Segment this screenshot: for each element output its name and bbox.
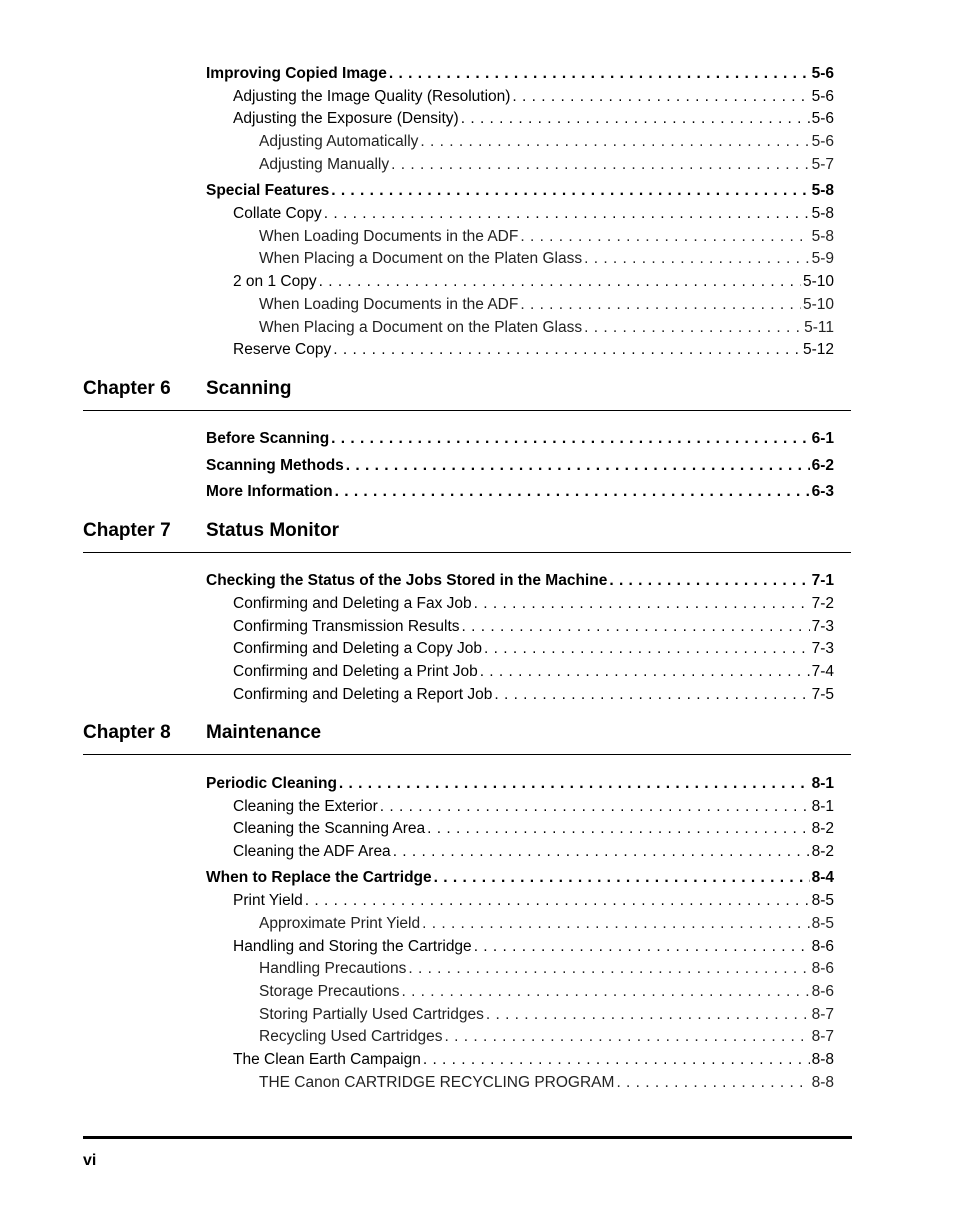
- toc-leader: [319, 274, 801, 290]
- toc-entry-title: Cleaning the ADF Area: [233, 843, 391, 860]
- toc-entry-page: 5-6: [811, 110, 834, 127]
- toc-entry[interactable]: [206, 776, 834, 792]
- toc-entry-page: 5-6: [811, 133, 834, 150]
- toc-leader: [480, 664, 810, 680]
- toc-entry-title: Print Yield: [233, 892, 303, 909]
- toc-entry-page: 5-6: [811, 88, 834, 105]
- toc-entry[interactable]: [233, 342, 834, 358]
- toc-entry-page: 8-6: [811, 938, 834, 955]
- toc-entry-title: Confirming and Deleting a Fax Job: [233, 595, 472, 612]
- toc-entry[interactable]: [259, 320, 834, 336]
- toc-entry-page: 8-5: [811, 915, 834, 932]
- toc-entry[interactable]: [259, 916, 834, 932]
- toc-leader: [423, 1052, 810, 1068]
- toc-leader: [324, 206, 810, 222]
- toc-entry-title: Confirming and Deleting a Report Job: [233, 686, 493, 703]
- toc-entry[interactable]: [233, 596, 834, 612]
- chapter-label: Chapter 8: [83, 722, 171, 743]
- toc-leader: [520, 297, 801, 313]
- toc-entry-page: 7-3: [811, 640, 834, 657]
- toc-entry[interactable]: [233, 687, 834, 703]
- toc-leader: [380, 799, 810, 815]
- toc-leader: [408, 961, 809, 977]
- toc-entry-page: 8-2: [811, 843, 834, 860]
- toc-entry-title: Collate Copy: [233, 205, 322, 222]
- toc-entry-page: 5-7: [811, 156, 834, 173]
- toc-entry[interactable]: [233, 844, 834, 860]
- toc-leader: [616, 1075, 809, 1091]
- toc-entry-title: Storing Partially Used Cartridges: [259, 1006, 484, 1023]
- toc-entry-page: 7-5: [811, 686, 834, 703]
- toc-leader: [427, 821, 809, 837]
- toc-entry-page: 5-8: [811, 182, 834, 199]
- toc-entry[interactable]: [233, 664, 834, 680]
- toc-entry-title: Approximate Print Yield: [259, 915, 421, 932]
- toc-entry-title: Storage Precautions: [259, 983, 400, 1000]
- toc-entry-title: When Loading Documents in the ADF: [259, 228, 519, 245]
- toc-entry-page: 8-4: [811, 869, 834, 886]
- toc-leader: [331, 183, 809, 199]
- toc-entry-title: 2 on 1 Copy: [233, 273, 317, 290]
- toc-entry-page: 8-5: [811, 892, 834, 909]
- toc-leader: [462, 619, 810, 635]
- toc-entry-title: The Clean Earth Campaign: [233, 1051, 421, 1068]
- toc-entry[interactable]: [233, 939, 834, 955]
- toc-entry-title: Recycling Used Cartridges: [259, 1028, 443, 1045]
- toc-entry-title: Cleaning the Exterior: [233, 798, 378, 815]
- toc-leader: [346, 458, 810, 474]
- toc-entry[interactable]: [233, 111, 834, 127]
- toc-entry[interactable]: [206, 484, 834, 500]
- toc-entry-page: 7-2: [811, 595, 834, 612]
- toc-leader: [422, 916, 809, 932]
- toc-leader: [389, 66, 810, 82]
- toc-entry-page: 5-8: [811, 205, 834, 222]
- toc-entry[interactable]: [259, 229, 834, 245]
- toc-entry-title: Adjusting the Exposure (Density): [233, 110, 459, 127]
- footer-rule: [83, 1136, 852, 1139]
- toc-entry-page: 8-8: [811, 1074, 834, 1091]
- toc-entry[interactable]: [233, 893, 834, 909]
- toc-entry[interactable]: [233, 619, 834, 635]
- toc-entry[interactable]: [206, 573, 834, 589]
- toc-leader: [584, 251, 810, 267]
- toc-entry-title: Adjusting the Image Quality (Resolution): [233, 88, 511, 105]
- toc-entry[interactable]: [233, 274, 834, 290]
- toc-entry[interactable]: [233, 1052, 834, 1068]
- toc-leader: [445, 1029, 810, 1045]
- chapter-title[interactable]: Status Monitor: [206, 520, 339, 541]
- toc-entry[interactable]: [233, 206, 834, 222]
- chapter-label: Chapter 7: [83, 520, 171, 541]
- toc-entry-page: 5-12: [802, 341, 834, 358]
- toc-leader: [609, 573, 809, 589]
- toc-entry-page: 5-9: [811, 250, 834, 267]
- toc-entry-page: 6-3: [811, 483, 834, 500]
- toc-entry[interactable]: [259, 1075, 834, 1091]
- toc-entry-title: When Placing a Document on the Platen Glass: [259, 319, 583, 336]
- toc-entry-page: 8-6: [811, 983, 834, 1000]
- toc-entry-title: Handling Precautions: [259, 960, 407, 977]
- toc-entry-page: 8-6: [811, 960, 834, 977]
- toc-leader: [333, 342, 801, 358]
- toc-leader: [339, 776, 810, 792]
- toc-entry[interactable]: [206, 458, 834, 474]
- toc-entry[interactable]: [259, 251, 834, 267]
- toc-leader: [331, 431, 809, 447]
- toc-entry[interactable]: [206, 183, 834, 199]
- toc-entry[interactable]: [259, 984, 834, 1000]
- toc-leader: [512, 89, 809, 105]
- toc-entry[interactable]: [206, 431, 834, 447]
- toc-leader: [474, 596, 810, 612]
- chapter-title[interactable]: Maintenance: [206, 722, 322, 743]
- toc-entry[interactable]: [233, 89, 834, 105]
- toc-leader: [474, 939, 810, 955]
- toc-entry[interactable]: [259, 1007, 834, 1023]
- toc-entry-title: Cleaning the Scanning Area: [233, 820, 426, 837]
- toc-entry-title: More Information: [206, 483, 333, 500]
- toc-entry-page: 5-11: [804, 319, 834, 336]
- toc-entry[interactable]: [259, 134, 834, 150]
- toc-entry-page: 5-10: [802, 296, 834, 313]
- toc-leader: [401, 984, 809, 1000]
- toc-entry-title: Special Features: [206, 182, 330, 199]
- toc-entry-page: 7-4: [811, 663, 834, 680]
- toc-entry-page: 5-10: [802, 273, 834, 290]
- toc-leader: [484, 641, 810, 657]
- toc-leader: [391, 157, 809, 173]
- toc-leader: [335, 484, 810, 500]
- toc-entry[interactable]: [206, 66, 834, 82]
- toc-leader: [520, 229, 809, 245]
- toc-entry-title: Adjusting Automatically: [259, 133, 419, 150]
- toc-entry[interactable]: [233, 641, 834, 657]
- toc-entry[interactable]: [233, 799, 834, 815]
- chapter-heading-6: [83, 378, 851, 411]
- toc-entry-page: 5-6: [811, 65, 834, 82]
- toc-entry[interactable]: [259, 961, 834, 977]
- toc-entry-title: Handling and Storing the Cartridge: [233, 938, 472, 955]
- toc-entry-title: When Loading Documents in the ADF: [259, 296, 519, 313]
- chapter-heading-8: [83, 722, 851, 755]
- toc-entry-page: 8-7: [811, 1028, 834, 1045]
- toc-entry[interactable]: [259, 297, 834, 313]
- toc-entry-page: 8-8: [811, 1051, 834, 1068]
- toc-leader: [584, 320, 802, 336]
- toc-entry[interactable]: [259, 1029, 834, 1045]
- toc-entry-title: When to Replace the Cartridge: [206, 869, 432, 886]
- toc-entry-page: 5-8: [811, 228, 834, 245]
- toc-entry-title: Adjusting Manually: [259, 156, 390, 173]
- toc-entry-page: 7-1: [811, 572, 834, 589]
- toc-entry-page: 8-2: [811, 820, 834, 837]
- toc-entry-title: Reserve Copy: [233, 341, 332, 358]
- toc-entry[interactable]: [259, 157, 834, 173]
- toc-entry-title: Before Scanning: [206, 430, 330, 447]
- chapter-label: Chapter 6: [83, 378, 171, 399]
- toc-entry-page: 6-1: [811, 430, 834, 447]
- toc-entry-page: 8-1: [811, 798, 834, 815]
- toc-leader: [494, 687, 809, 703]
- toc-entry-page: 7-3: [811, 618, 834, 635]
- toc-leader: [461, 111, 810, 127]
- toc-leader: [486, 1007, 810, 1023]
- toc-entry[interactable]: [233, 821, 834, 837]
- toc-entry-title: Confirming and Deleting a Copy Job: [233, 640, 482, 657]
- toc-entry-page: 8-1: [811, 775, 834, 792]
- toc-entry-title: Improving Copied Image: [206, 65, 387, 82]
- toc-entry-page: 6-2: [811, 457, 834, 474]
- toc-leader: [434, 870, 810, 886]
- toc-entry-title: THE Canon CARTRIDGE RECYCLING PROGRAM: [259, 1074, 615, 1091]
- toc-entry-title: When Placing a Document on the Platen Glass: [259, 250, 583, 267]
- toc-entry-page: 8-7: [811, 1006, 834, 1023]
- toc-entry-title: Confirming Transmission Results: [233, 618, 460, 635]
- toc-leader: [393, 844, 810, 860]
- chapter-heading-7: [83, 520, 851, 553]
- toc-entry-title: Periodic Cleaning: [206, 775, 337, 792]
- page-number: vi: [83, 1152, 97, 1169]
- chapter-title[interactable]: Scanning: [206, 378, 292, 399]
- toc-leader: [305, 893, 810, 909]
- toc-leader: [420, 134, 809, 150]
- toc-entry-title: Confirming and Deleting a Print Job: [233, 663, 478, 680]
- toc-entry-title: Scanning Methods: [206, 457, 344, 474]
- toc-entry-title: Checking the Status of the Jobs Stored in the Machine: [206, 572, 608, 589]
- toc-entry[interactable]: [206, 870, 834, 886]
